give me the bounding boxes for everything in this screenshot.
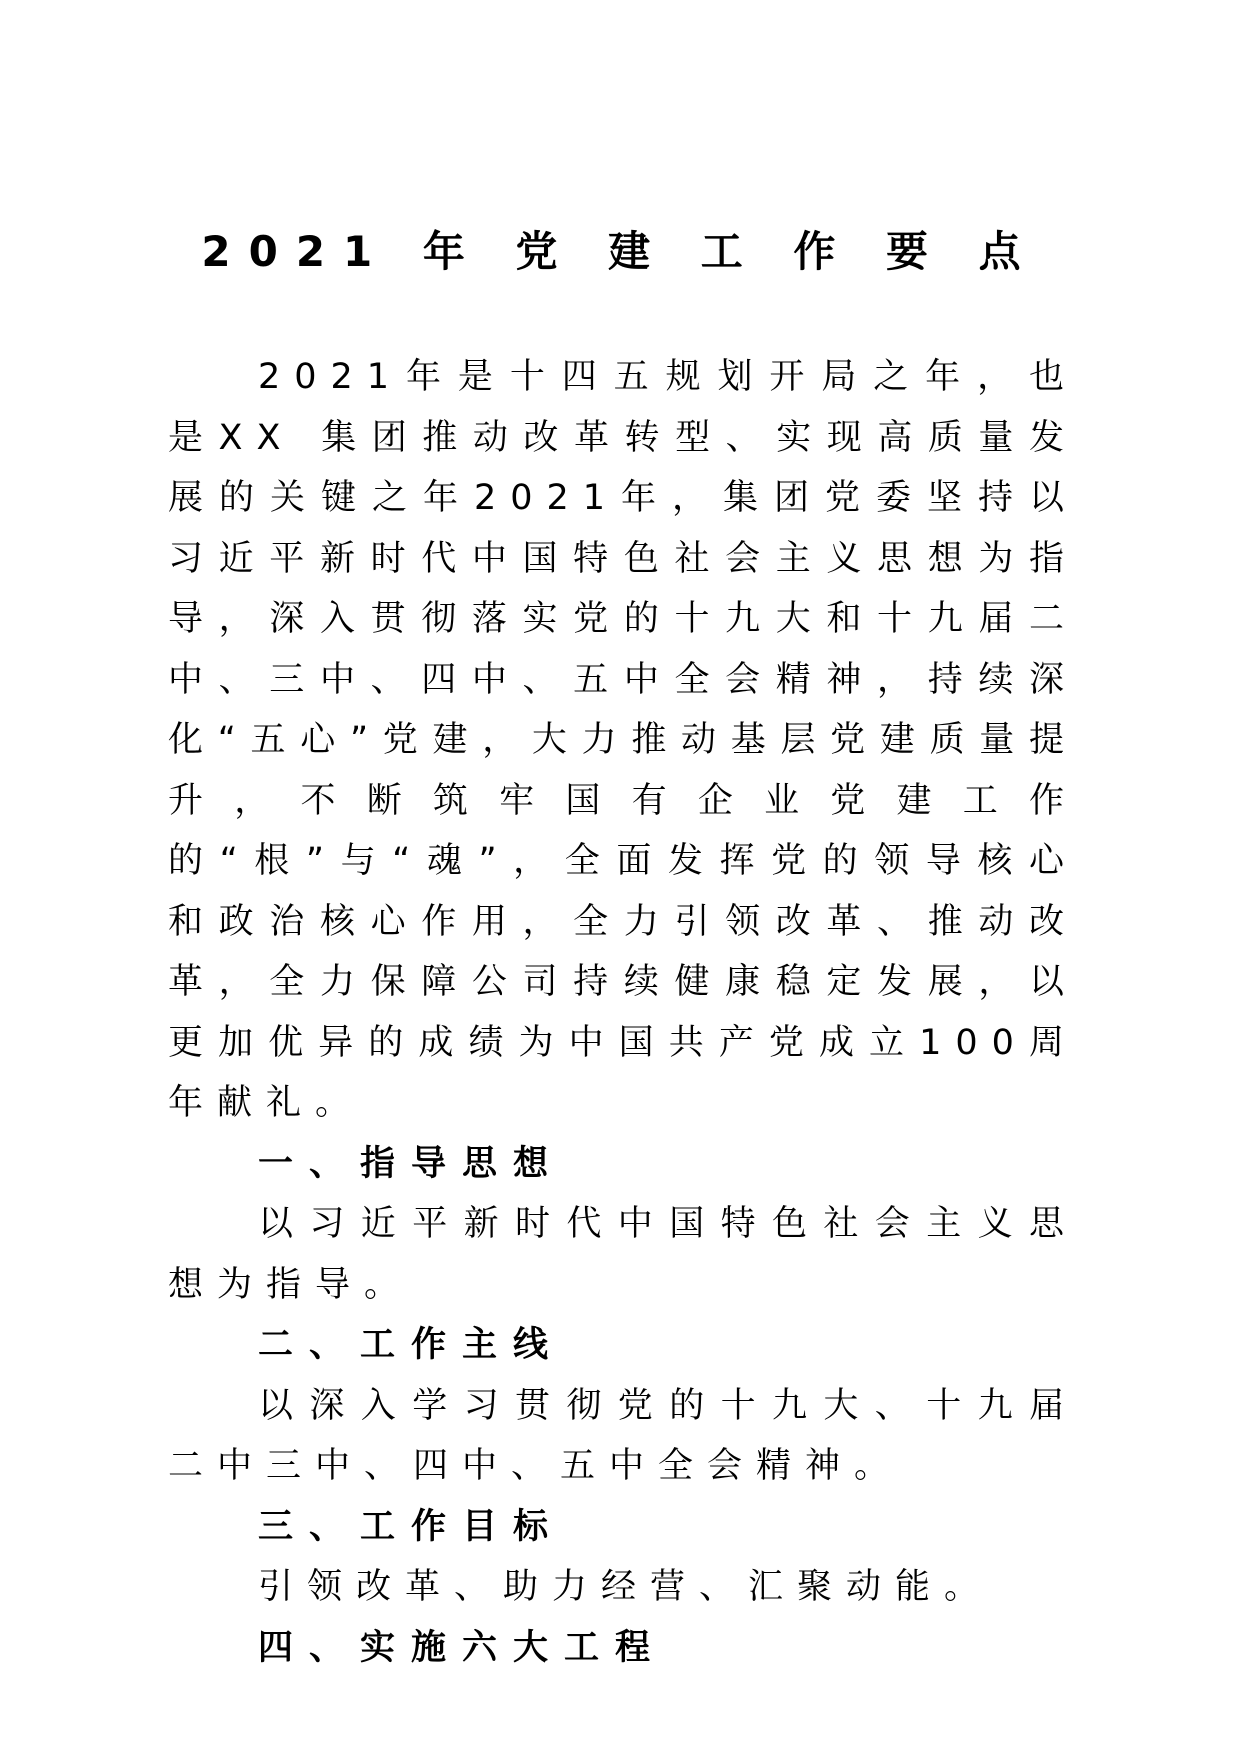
section-heading-work-goals: 三、工作目标 [258,1506,565,1547]
section-text-work-mainline: 以深入学习贯彻党的十九大、十九届二中三中、四中、五中全会精神。 [168,1385,1078,1486]
document-title: 2021 年 党 建 工 作 要 点 [201,227,1039,276]
section-text-work-goals: 引领改革、助力经营、汇聚动能。 [258,1567,994,1607]
section-heading-guiding-thought: 一、指导思想 [258,1143,565,1184]
intro-paragraph: 2021年是十四五规划开局之年，也是XX 集团推动改革转型、实现高质量发展的关键之年2021年，集团党委坚持以习近平新时代中国特色社会主义思想为指导，深入贯彻落实党的十九大和十九届二中、三中、四中、五中全会精神，持续深化“五心”党建，大力推动基层党建质量提升，不断筑牢国有企业党建工作的“根”与“魂”，全面发挥党的领导核心和政治核心作用，全力引领改革、推动改革，全力保障公司持续健康稳定发展，以更加优异的成绩为中国共产党成立100周年献礼。 [168,357,1078,1123]
section-heading-six-projects: 四、实施六大工程 [258,1627,667,1668]
document-body [168,347,1078,1678]
section-text-guiding-thought: 以习近平新时代中国特色社会主义思想为指导。 [168,1204,1078,1305]
section-heading-work-mainline: 二、工作主线 [258,1325,565,1365]
